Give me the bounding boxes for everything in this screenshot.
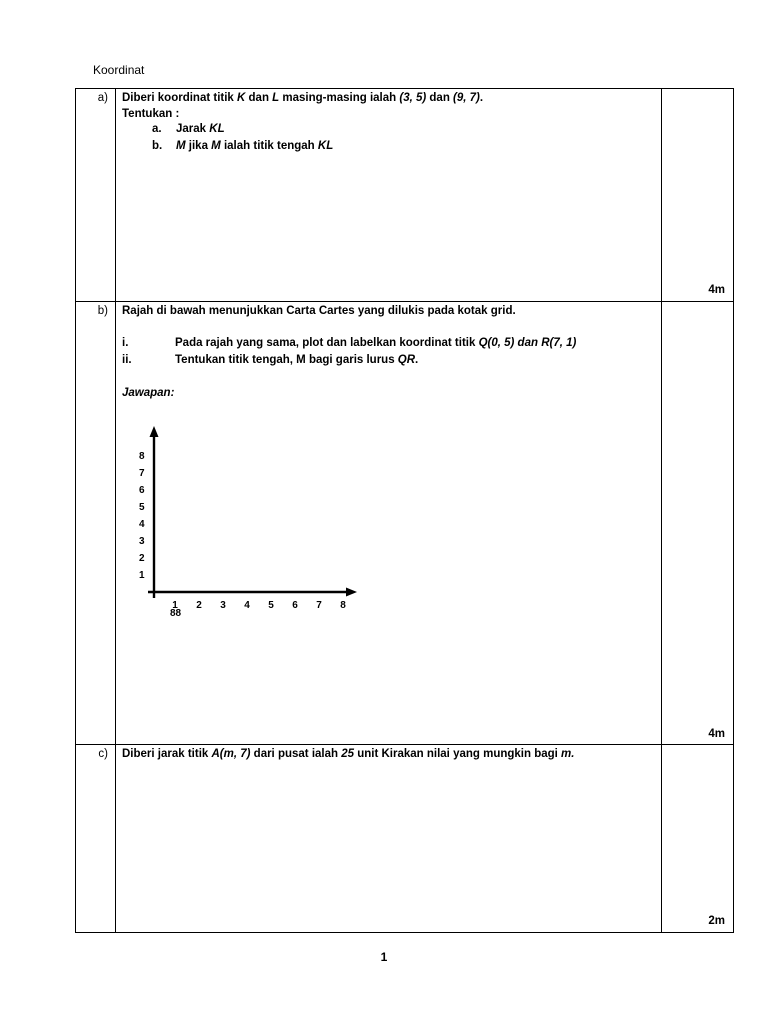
sub-question-number: ii. [122, 353, 132, 366]
y-tick-label: 6 [139, 485, 145, 496]
marks-cell-c [661, 745, 733, 932]
text-run: Diberi jarak titik [122, 748, 212, 760]
sub-question-a-b [122, 139, 655, 156]
x-tick-label: 2 [196, 600, 202, 611]
text-run: L [272, 92, 280, 104]
text-run: KL [317, 140, 334, 153]
y-tick-labels [139, 451, 145, 581]
y-tick-label: 4 [139, 519, 145, 530]
question-body-b [116, 302, 661, 745]
text-run: Tentukan titik tengah, M bagi garis lurus [175, 353, 398, 366]
text-run: (3, 5) [399, 92, 427, 104]
text-run: Jarak [176, 123, 210, 136]
x-tick-label: 8 [340, 600, 346, 611]
question-body-a [116, 89, 661, 301]
x-tick-label: 3 [220, 600, 226, 611]
text-run: Rajah di bawah menunjukkan Carta Cartes yang dilukis pada kotak grid. [122, 305, 516, 317]
x-tick-label: 5 [268, 600, 274, 611]
cartesian-plane[interactable] [134, 426, 364, 626]
x-tick-label: 1 [172, 600, 178, 611]
sub-question-number: a. [152, 123, 162, 136]
sub-question-text [175, 336, 576, 352]
y-tick-label: 7 [139, 468, 145, 479]
text-run: K [237, 92, 246, 104]
question-stem-c [122, 747, 655, 763]
answer-label: Jawapan: [122, 386, 175, 399]
sub-question-text [176, 122, 225, 138]
text-run: M [176, 140, 186, 153]
y-tick-label: 1 [139, 570, 145, 581]
text-run: Diberi koordinat titik [122, 92, 238, 104]
text-run: (9, 7) [453, 92, 480, 104]
y-tick-label: 3 [139, 536, 145, 547]
x-tick-label: 6 [292, 600, 298, 611]
text-run: R(7, 1) [541, 336, 577, 349]
x-axis-arrow-icon [346, 588, 357, 597]
sub-question-a-a [122, 122, 655, 139]
text-run: dan [245, 92, 273, 104]
sub-question-text [175, 353, 418, 369]
text-run: dan [514, 336, 542, 349]
text-run: QR [397, 353, 416, 366]
text-run: . [415, 353, 419, 366]
text-run: 25 [341, 748, 355, 760]
marks-cell-b [661, 302, 733, 745]
text-run: dan [426, 92, 454, 104]
page-number: 1 [380, 950, 388, 964]
sub-question-number: i. [122, 336, 129, 349]
sub-question-text [176, 139, 333, 155]
question-stem-b [122, 304, 655, 320]
text-run: m. [561, 748, 575, 760]
text-run: masing-masing ialah [279, 92, 400, 104]
question-row-b [76, 301, 733, 745]
text-run: M [211, 140, 221, 153]
marks-a: 4m [708, 284, 725, 297]
question-row-a [76, 89, 733, 301]
worksheet-title: Koordinat [93, 63, 145, 77]
question-table [75, 88, 734, 933]
y-tick-label: 2 [139, 553, 145, 564]
y-tick-label: 8 [139, 451, 145, 462]
question-row-c [76, 744, 733, 932]
text-run: jika [185, 140, 212, 153]
sub-question-b-i [122, 336, 655, 353]
y-tick-label: 5 [139, 502, 145, 513]
text-run: ialah titik tengah [220, 140, 318, 153]
question-stem-a [122, 91, 655, 107]
text-run: . [479, 92, 484, 104]
sub-question-number: b. [152, 140, 163, 153]
marks-c: 2m [708, 915, 725, 928]
x-tick-labels [172, 600, 346, 611]
marks-cell-a [661, 89, 733, 301]
question-body-c [116, 745, 661, 932]
x-tick-label: 7 [316, 600, 322, 611]
y-axis-arrow-icon [150, 426, 159, 437]
question-label-a: a) [76, 89, 116, 301]
sub-question-b-ii [122, 353, 655, 370]
x-tick-label: 4 [244, 600, 250, 611]
marks-b: 4m [708, 728, 725, 741]
text-run: dari pusat ialah [250, 748, 342, 760]
text-run: KL [209, 123, 225, 136]
stray-label: 88 [170, 608, 182, 619]
text-run: A(m, 7) [211, 748, 251, 760]
question-label-b: b) [76, 302, 116, 745]
text-run: unit Kirakan nilai yang mungkin bagi [354, 748, 562, 760]
question-intro-a: Tentukan : [122, 107, 180, 120]
question-label-c: c) [76, 745, 116, 932]
text-run: Pada rajah yang sama, plot dan labelkan koordinat titik [175, 336, 479, 349]
text-run: Q(0, 5) [478, 336, 515, 349]
